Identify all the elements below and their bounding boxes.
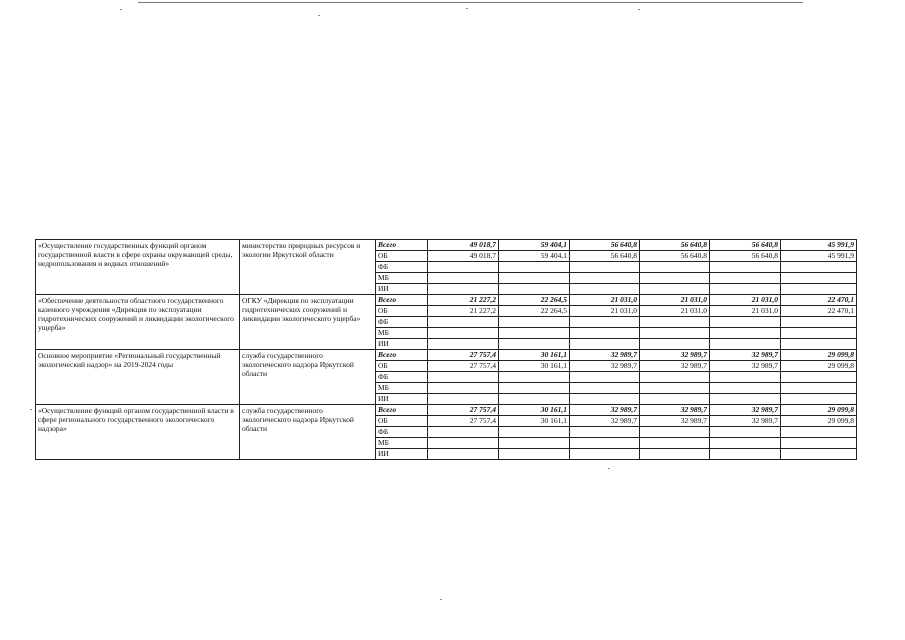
- amount-cell: [499, 438, 570, 449]
- amount-cell: 59 404,1: [499, 251, 570, 262]
- amount-cell: [640, 262, 710, 273]
- amount-cell: [640, 328, 710, 339]
- amount-cell: [710, 262, 781, 273]
- amount-cell: 32 989,7: [640, 416, 710, 427]
- amount-cell: [640, 394, 710, 405]
- amount-cell: [428, 328, 499, 339]
- table-row: [36, 295, 857, 306]
- amount-cell: 56 640,8: [710, 240, 781, 251]
- amount-cell: [781, 273, 857, 284]
- amount-cell: [499, 427, 570, 438]
- amount-cell: [499, 339, 570, 350]
- amount-cell: 30 161,1: [499, 416, 570, 427]
- funding-source-cell: ФБ: [376, 427, 428, 438]
- amount-cell: [710, 284, 781, 295]
- funding-source-cell: МБ: [376, 273, 428, 284]
- budget-table: [35, 239, 857, 460]
- amount-cell: [428, 449, 499, 460]
- funding-source-cell: МБ: [376, 383, 428, 394]
- amount-cell: 59 404,1: [499, 240, 570, 251]
- amount-cell: [781, 317, 857, 328]
- scan-top-rule: [138, 2, 803, 3]
- amount-cell: [781, 427, 857, 438]
- amount-cell: 49 018,7: [428, 251, 499, 262]
- amount-cell: [710, 273, 781, 284]
- funding-source-cell: ИИ: [376, 449, 428, 460]
- funding-source-cell: ФБ: [376, 317, 428, 328]
- amount-cell: 21 031,0: [570, 295, 640, 306]
- amount-cell: 22 264,5: [499, 306, 570, 317]
- amount-cell: 32 989,7: [640, 350, 710, 361]
- funding-source-cell: Всего: [376, 350, 428, 361]
- amount-cell: [499, 262, 570, 273]
- amount-cell: [710, 394, 781, 405]
- amount-cell: [640, 273, 710, 284]
- table-row: [36, 350, 857, 361]
- amount-cell: [570, 262, 640, 273]
- funding-source-cell: ОБ: [376, 416, 428, 427]
- amount-cell: 21 031,0: [640, 306, 710, 317]
- amount-cell: [710, 449, 781, 460]
- scan-speck: [608, 468, 610, 469]
- amount-cell: [570, 372, 640, 383]
- executor-cell: служба государственного экологического надзора Иркутской области: [240, 350, 376, 405]
- amount-cell: [428, 372, 499, 383]
- funding-source-cell: ИИ: [376, 284, 428, 295]
- amount-cell: [710, 339, 781, 350]
- amount-cell: 56 640,8: [640, 240, 710, 251]
- funding-source-cell: ОБ: [376, 251, 428, 262]
- amount-cell: [499, 449, 570, 460]
- amount-cell: [499, 383, 570, 394]
- scan-speck: [638, 9, 640, 10]
- amount-cell: 32 989,7: [570, 405, 640, 416]
- amount-cell: 32 989,7: [570, 416, 640, 427]
- amount-cell: [570, 328, 640, 339]
- amount-cell: [710, 317, 781, 328]
- scan-speck: [440, 599, 442, 600]
- amount-cell: [640, 427, 710, 438]
- amount-cell: [640, 317, 710, 328]
- executor-cell: ОГКУ «Дирекция по эксплуатации гидротехнических сооружений и ликвидации экологического ущерба»: [240, 295, 376, 350]
- amount-cell: [570, 394, 640, 405]
- amount-cell: [781, 394, 857, 405]
- amount-cell: [499, 317, 570, 328]
- amount-cell: 30 161,1: [499, 361, 570, 372]
- table-row: [36, 405, 857, 416]
- funding-source-cell: Всего: [376, 405, 428, 416]
- amount-cell: 21 031,0: [570, 306, 640, 317]
- amount-cell: 27 757,4: [428, 405, 499, 416]
- funding-source-cell: ОБ: [376, 361, 428, 372]
- funding-source-cell: Всего: [376, 240, 428, 251]
- funding-source-cell: МБ: [376, 438, 428, 449]
- funding-source-cell: ФБ: [376, 262, 428, 273]
- amount-cell: 32 989,7: [640, 361, 710, 372]
- scan-speck: [30, 409, 32, 410]
- scan-speck: [466, 8, 468, 9]
- amount-cell: 32 989,7: [570, 350, 640, 361]
- executor-cell: служба государственного экологического надзора Иркутской области: [240, 405, 376, 460]
- amount-cell: 56 640,8: [570, 251, 640, 262]
- scan-speck: [120, 9, 122, 10]
- amount-cell: 21 227,2: [428, 295, 499, 306]
- amount-cell: 21 031,0: [710, 306, 781, 317]
- amount-cell: 29 099,8: [781, 361, 857, 372]
- amount-cell: 32 989,7: [710, 361, 781, 372]
- amount-cell: 45 991,9: [781, 240, 857, 251]
- amount-cell: [570, 438, 640, 449]
- amount-cell: 29 099,8: [781, 416, 857, 427]
- amount-cell: 56 640,8: [640, 251, 710, 262]
- funding-source-cell: ИИ: [376, 339, 428, 350]
- amount-cell: [710, 383, 781, 394]
- amount-cell: 27 757,4: [428, 416, 499, 427]
- amount-cell: [710, 427, 781, 438]
- amount-cell: [781, 438, 857, 449]
- amount-cell: [428, 284, 499, 295]
- amount-cell: [428, 438, 499, 449]
- amount-cell: 56 640,8: [710, 251, 781, 262]
- amount-cell: [428, 339, 499, 350]
- amount-cell: 22 470,1: [781, 295, 857, 306]
- amount-cell: [428, 383, 499, 394]
- amount-cell: [570, 427, 640, 438]
- event-name-cell: «Осуществление функций органом государственной власти в сфере регионального государственного экологического надзора»: [36, 405, 240, 460]
- executor-cell: министерство природных ресурсов и экологии Иркутской области: [240, 240, 376, 295]
- amount-cell: [781, 449, 857, 460]
- amount-cell: [499, 328, 570, 339]
- amount-cell: [781, 284, 857, 295]
- amount-cell: [710, 372, 781, 383]
- amount-cell: [781, 372, 857, 383]
- amount-cell: [428, 394, 499, 405]
- amount-cell: [570, 273, 640, 284]
- amount-cell: 32 989,7: [710, 416, 781, 427]
- event-name-cell: «Осуществление государственных функций органом государственной власти в сфере охраны окружающей среды, недропользования и водных отношений»: [36, 240, 240, 295]
- amount-cell: [570, 449, 640, 460]
- amount-cell: [428, 273, 499, 284]
- amount-cell: 27 757,4: [428, 361, 499, 372]
- amount-cell: 21 031,0: [640, 295, 710, 306]
- amount-cell: [499, 394, 570, 405]
- amount-cell: 21 227,2: [428, 306, 499, 317]
- amount-cell: 32 989,7: [710, 350, 781, 361]
- funding-source-cell: ОБ: [376, 306, 428, 317]
- amount-cell: [710, 328, 781, 339]
- amount-cell: [710, 438, 781, 449]
- amount-cell: [781, 339, 857, 350]
- amount-cell: 45 991,9: [781, 251, 857, 262]
- amount-cell: [640, 438, 710, 449]
- amount-cell: [428, 427, 499, 438]
- amount-cell: 49 018,7: [428, 240, 499, 251]
- amount-cell: 30 161,1: [499, 405, 570, 416]
- funding-source-cell: ИИ: [376, 394, 428, 405]
- amount-cell: 32 989,7: [640, 405, 710, 416]
- amount-cell: [570, 284, 640, 295]
- amount-cell: [570, 317, 640, 328]
- amount-cell: [570, 383, 640, 394]
- amount-cell: 56 640,8: [570, 240, 640, 251]
- amount-cell: [640, 284, 710, 295]
- amount-cell: [428, 262, 499, 273]
- amount-cell: [781, 383, 857, 394]
- amount-cell: 32 989,7: [710, 405, 781, 416]
- amount-cell: [499, 284, 570, 295]
- amount-cell: [570, 339, 640, 350]
- table-row: [36, 240, 857, 251]
- amount-cell: [781, 262, 857, 273]
- amount-cell: 29 099,8: [781, 350, 857, 361]
- event-name-cell: «Обеспечение деятельности областного государственного казенного учреждения «Дирекция по эксплуатации гидротехнических сооружений и ликвидации экологического ущерба»: [36, 295, 240, 350]
- amount-cell: 27 757,4: [428, 350, 499, 361]
- amount-cell: [640, 383, 710, 394]
- amount-cell: [499, 372, 570, 383]
- amount-cell: 22 470,1: [781, 306, 857, 317]
- amount-cell: 22 264,5: [499, 295, 570, 306]
- amount-cell: [640, 449, 710, 460]
- funding-source-cell: ФБ: [376, 372, 428, 383]
- amount-cell: 30 161,1: [499, 350, 570, 361]
- amount-cell: [428, 317, 499, 328]
- amount-cell: [640, 339, 710, 350]
- amount-cell: 21 031,0: [710, 295, 781, 306]
- amount-cell: 32 989,7: [570, 361, 640, 372]
- budget-table-body: [36, 240, 857, 460]
- funding-source-cell: Всего: [376, 295, 428, 306]
- amount-cell: [640, 372, 710, 383]
- amount-cell: [499, 273, 570, 284]
- event-name-cell: Основное мероприятие «Региональный государственный экологический надзор» на 2019-2024 годы: [36, 350, 240, 405]
- scan-speck: [318, 15, 320, 16]
- funding-source-cell: МБ: [376, 328, 428, 339]
- amount-cell: [781, 328, 857, 339]
- amount-cell: 29 099,8: [781, 405, 857, 416]
